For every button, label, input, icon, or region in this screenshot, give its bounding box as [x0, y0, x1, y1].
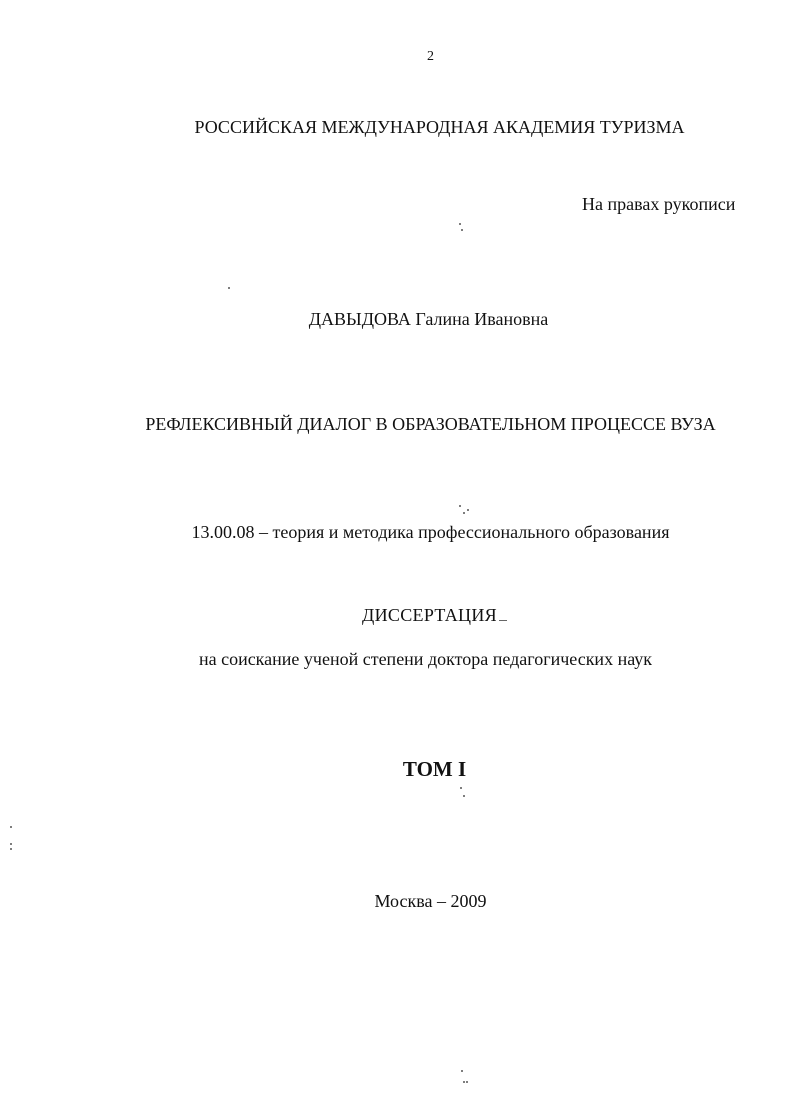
scan-speck	[459, 223, 461, 225]
volume-label: ТОМ I	[402, 757, 467, 781]
scan-speck	[10, 826, 12, 828]
scan-speck	[463, 795, 465, 797]
degree-statement: на соискание ученой степени доктора педагогических наук	[198, 649, 653, 669]
city-year: Москва – 2009	[374, 891, 487, 911]
scan-speck	[463, 1081, 465, 1083]
scan-speck	[10, 848, 12, 850]
scan-speck	[467, 509, 469, 511]
author-name: ДАВЫДОВА Галина Ивановна	[308, 309, 549, 329]
specialty-code: 13.00.08 – теория и методика профессионального образования	[191, 522, 670, 542]
scan-speck	[463, 512, 465, 514]
dissertation-title: РЕФЛЕКСИВНЫЙ ДИАЛОГ В ОБРАЗОВАТЕЛЬНОМ ПРОЦЕССЕ ВУЗА	[145, 414, 716, 434]
scan-speck	[459, 505, 461, 507]
rights-notice: На правах рукописи	[582, 194, 736, 214]
scan-speck	[461, 229, 463, 231]
scan-speck	[460, 787, 462, 789]
scan-mark	[499, 620, 507, 621]
page-number: 2	[427, 49, 434, 64]
scan-speck	[10, 843, 12, 845]
institution-name: РОССИЙСКАЯ МЕЖДУНАРОДНАЯ АКАДЕМИЯ ТУРИЗМА	[194, 117, 685, 137]
scan-speck	[461, 1070, 463, 1072]
scan-speck	[466, 1081, 468, 1083]
scan-speck	[228, 287, 230, 289]
document-type: ДИССЕРТАЦИЯ	[362, 605, 497, 625]
